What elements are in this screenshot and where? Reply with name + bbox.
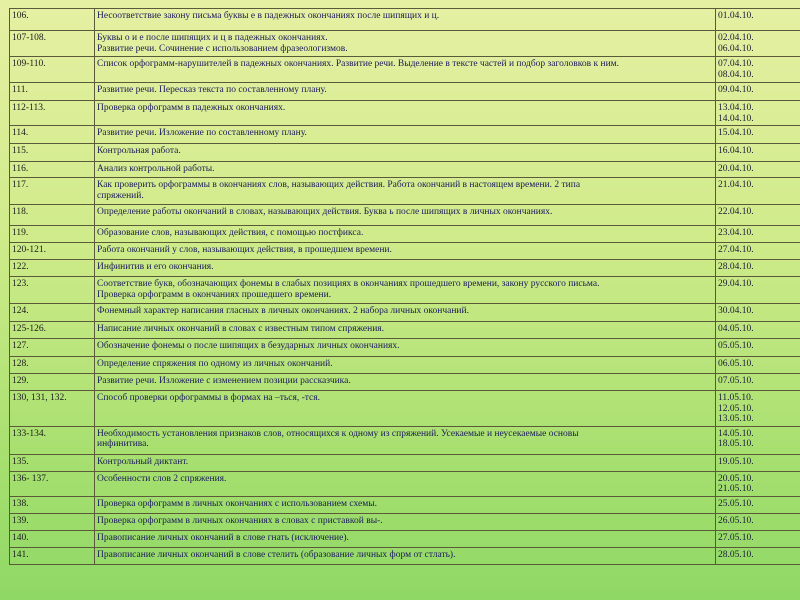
lesson-topic-line: Правописание личных окончаний в слове стелить (образование личных форм от стлать). [97,549,456,560]
lesson-topic-cell [95,304,716,322]
lesson-date-cell [716,83,800,101]
lesson-number-cell: 111. [10,83,95,101]
lesson-topic-line: Как проверить орфограммы в окончаниях слов, называющих действия. Работа окончаний в настоящем времени. 2 типа [97,180,581,190]
lesson-topic-line: Определение работы окончаний в словах, называющих действия. Буква ь после шипящих в личных окончаниях. [97,207,553,217]
lesson-topic-line: Анализ контрольной работы. [97,164,215,174]
table-row [10,9,800,31]
lesson-date-cell [716,374,800,391]
lesson-date: 27.04.10. [718,245,754,255]
lesson-number-cell: 124. [10,304,95,322]
table-row [10,357,800,374]
lesson-topic-cell [95,322,716,339]
lesson-date-cell [716,339,800,357]
lesson-plan-table-wrapper [9,8,791,565]
lesson-date-cell [716,391,800,427]
lesson-topic-line: Развитие речи. Сочинение с использованием фразеологизмов. [97,43,348,54]
lesson-number-cell: 130, 131, 132. [10,391,95,427]
lesson-topic-cell [95,83,716,101]
lesson-number-cell: 135. [10,454,95,471]
lesson-topic-line: Буквы о и е после шипящих и ц в падежных окончаниях. [97,33,328,43]
table-row [10,226,800,243]
table-row [10,322,800,339]
table-row [10,260,800,277]
lesson-number-cell: 109-110. [10,57,95,83]
lesson-topic-cell [95,391,716,427]
lesson-number-cell: 112-113. [10,101,95,126]
lesson-date-cell [716,426,800,454]
lesson-topic-line: Соответствие букв, обозначающих фонемы в слабых позициях в окончаниях прошедшего времени, закону русского письма. [97,279,600,289]
lesson-topic-line: Написание личных окончаний в словах с известным типом спряжения. [97,324,385,334]
lesson-date: 12.05.10. [718,403,754,414]
lesson-date-cell [716,178,800,205]
lesson-number-cell: 107-108. [10,31,95,57]
lesson-date: 04.05.10. [718,324,754,334]
lesson-topic-cell [95,339,716,357]
lesson-date: 13.04.10. [718,103,754,113]
table-row [10,144,800,162]
lesson-plan-table [9,8,800,565]
lesson-topic-line: Правописание личных окончаний в слове гнать (исключение). [97,532,349,543]
lesson-date: 20.04.10. [718,164,754,174]
lesson-date-cell [716,162,800,178]
lesson-date: 16.04.10. [718,146,754,156]
lesson-topic-cell [95,530,716,547]
lesson-topic-line: Необходимость установления признаков слов, относящихся к одному из спряжений. Усекаемые и неусекаемые основы [97,428,579,439]
lesson-number-cell: 119. [10,226,95,243]
lesson-topic-cell [95,144,716,162]
lesson-topic-line: Контрольный диктант. [97,456,189,467]
lesson-number-cell: 140. [10,530,95,547]
lesson-number-cell: 123. [10,277,95,304]
lesson-date: 29.04.10. [718,279,754,289]
table-row [10,126,800,144]
lesson-date: 05.05.10. [718,341,754,351]
table-row [10,391,800,427]
lesson-date: 15.04.10. [718,128,754,138]
table-row [10,205,800,226]
lesson-date-cell [716,304,800,322]
lesson-topic-cell [95,126,716,144]
lesson-topic-cell [95,374,716,391]
table-row [10,513,800,530]
lesson-topic-cell [95,226,716,243]
lesson-topic-line: Образование слов, называющих действия, с помощью постфикса. [97,228,364,238]
lesson-date: 18.05.10. [718,439,754,449]
lesson-date: 30.04.10. [718,306,754,316]
lesson-date-cell [716,454,800,471]
table-row [10,83,800,101]
lesson-topic-line: Развитие речи. Изложение по составленному плану. [97,128,307,138]
lesson-number-cell: 106. [10,9,95,31]
lesson-topic-cell [95,260,716,277]
lesson-number-cell: 127. [10,339,95,357]
lesson-date: 20.05.10. [718,473,754,484]
lesson-date: 19.05.10. [718,456,754,467]
lesson-date-cell [716,9,800,31]
lesson-topic-cell [95,9,716,31]
lesson-topic-cell [95,496,716,513]
lesson-date: 28.04.10. [718,262,754,272]
lesson-date: 02.04.10. [718,33,754,43]
lesson-topic-line: Работа окончаний у слов, называющих действия, в прошедшем времени. [97,245,392,255]
lesson-topic-cell [95,471,716,496]
lesson-date-cell [716,243,800,260]
lesson-topic-line: инфинитива. [97,439,149,449]
lesson-number-cell: 136- 137. [10,471,95,496]
lesson-topic-cell [95,357,716,374]
table-row [10,304,800,322]
lesson-topic-line: Список орфограмм-нарушителей в падежных окончаниях. Развитие речи. Выделение в тексте частей и подбор заголовков к ним. [97,59,620,69]
lesson-topic-line: Обозначение фонемы о после шипящих в безударных личных окончаниях. [97,341,400,351]
lesson-topic-line: Развитие речи. Изложение с изменением позиции рассказчика. [97,376,351,386]
lesson-topic-line: Способ проверки орфограммы в формах на –ться, -тся. [97,393,320,403]
lesson-topic-cell [95,454,716,471]
lesson-date-cell [716,513,800,530]
lesson-date-cell [716,547,800,564]
lesson-number-cell: 115. [10,144,95,162]
lesson-date-cell [716,126,800,144]
lesson-number-cell: 141. [10,547,95,564]
lesson-topic-line: Инфинитив и его окончания. [97,262,214,272]
table-row [10,339,800,357]
lesson-date-cell [716,357,800,374]
lesson-number-cell: 117. [10,178,95,205]
table-row [10,454,800,471]
lesson-topic-cell [95,101,716,126]
lesson-date: 28.05.10. [718,549,754,560]
lesson-topic-line: Проверка орфограмм в личных окончаниях с использованием схемы. [97,498,377,509]
lesson-date: 01.04.10. [718,11,754,21]
lesson-date-cell [716,496,800,513]
table-row [10,243,800,260]
lesson-topic-line: спряжений. [97,190,144,201]
lesson-date-cell [716,205,800,226]
lesson-date: 06.04.10. [718,43,754,54]
lesson-date-cell [716,144,800,162]
lesson-date: 23.04.10. [718,228,754,238]
lesson-topic-cell [95,277,716,304]
lesson-date: 07.04.10. [718,59,754,69]
table-row [10,31,800,57]
lesson-topic-line: Контрольная работа. [97,146,181,156]
lesson-date-cell [716,57,800,83]
lesson-number-cell: 118. [10,205,95,226]
lesson-date: 25.05.10. [718,498,754,509]
lesson-date-cell [716,260,800,277]
lesson-date: 07.05.10. [718,376,754,386]
lesson-topic-line: Несоответствие закону письма буквы е в падежных окончаниях после шипящих и ц. [97,11,440,21]
lesson-number-cell: 125-126. [10,322,95,339]
table-row [10,496,800,513]
lesson-number-cell: 129. [10,374,95,391]
lesson-number-cell: 114. [10,126,95,144]
table-row [10,178,800,205]
table-row [10,57,800,83]
lesson-date-cell [716,226,800,243]
lesson-plan-body [10,9,800,565]
lesson-topic-line: Проверка орфограмм в личных окончаниях в словах с приставкой вы-. [97,515,383,526]
table-row [10,374,800,391]
lesson-topic-cell [95,162,716,178]
lesson-number-cell: 122. [10,260,95,277]
lesson-topic-cell [95,243,716,260]
lesson-date: 11.05.10. [718,393,754,403]
lesson-date-cell [716,277,800,304]
table-row [10,277,800,304]
lesson-topic-cell [95,426,716,454]
lesson-date-cell [716,471,800,496]
lesson-date-cell [716,101,800,126]
table-row [10,426,800,454]
lesson-number-cell: 120-121. [10,243,95,260]
lesson-number-cell: 139. [10,513,95,530]
lesson-topic-cell [95,57,716,83]
lesson-topic-line: Определение спряжения по одному из личных окончаний. [97,359,333,369]
table-row [10,547,800,564]
lesson-topic-cell [95,205,716,226]
lesson-topic-cell [95,513,716,530]
lesson-date: 08.04.10. [718,69,754,80]
lesson-date: 13.05.10. [718,414,754,424]
lesson-date: 22.04.10. [718,207,754,217]
lesson-date: 14.05.10. [718,428,754,439]
lesson-number-cell: 138. [10,496,95,513]
lesson-date: 09.04.10. [718,85,754,95]
lesson-number-cell: 128. [10,357,95,374]
lesson-topic-line: Развитие речи. Пересказ текста по составленному плану. [97,85,327,95]
lesson-date: 26.05.10. [718,515,754,526]
lesson-date: 21.05.10. [718,484,754,494]
lesson-topic-line: Особенности слов 2 спряжения. [97,473,227,484]
lesson-topic-line: Проверка орфограмм в окончаниях прошедшего времени. [97,289,332,300]
lesson-date-cell [716,31,800,57]
lesson-date-cell [716,530,800,547]
table-row [10,471,800,496]
lesson-date: 27.05.10. [718,532,754,543]
lesson-topic-cell [95,178,716,205]
lesson-date: 06.05.10. [718,359,754,369]
table-row [10,162,800,178]
lesson-number-cell: 133-134. [10,426,95,454]
lesson-date-cell [716,322,800,339]
lesson-topic-cell [95,547,716,564]
lesson-date: 14.04.10. [718,113,754,124]
lesson-number-cell: 116. [10,162,95,178]
lesson-topic-cell [95,31,716,57]
lesson-topic-line: Проверка орфограмм в падежных окончаниях. [97,103,286,113]
lesson-topic-line: Фонемный характер написания гласных в личных окончаниях. 2 набора личных окончаний. [97,306,469,316]
table-row [10,530,800,547]
lesson-date: 21.04.10. [718,180,754,190]
table-row [10,101,800,126]
